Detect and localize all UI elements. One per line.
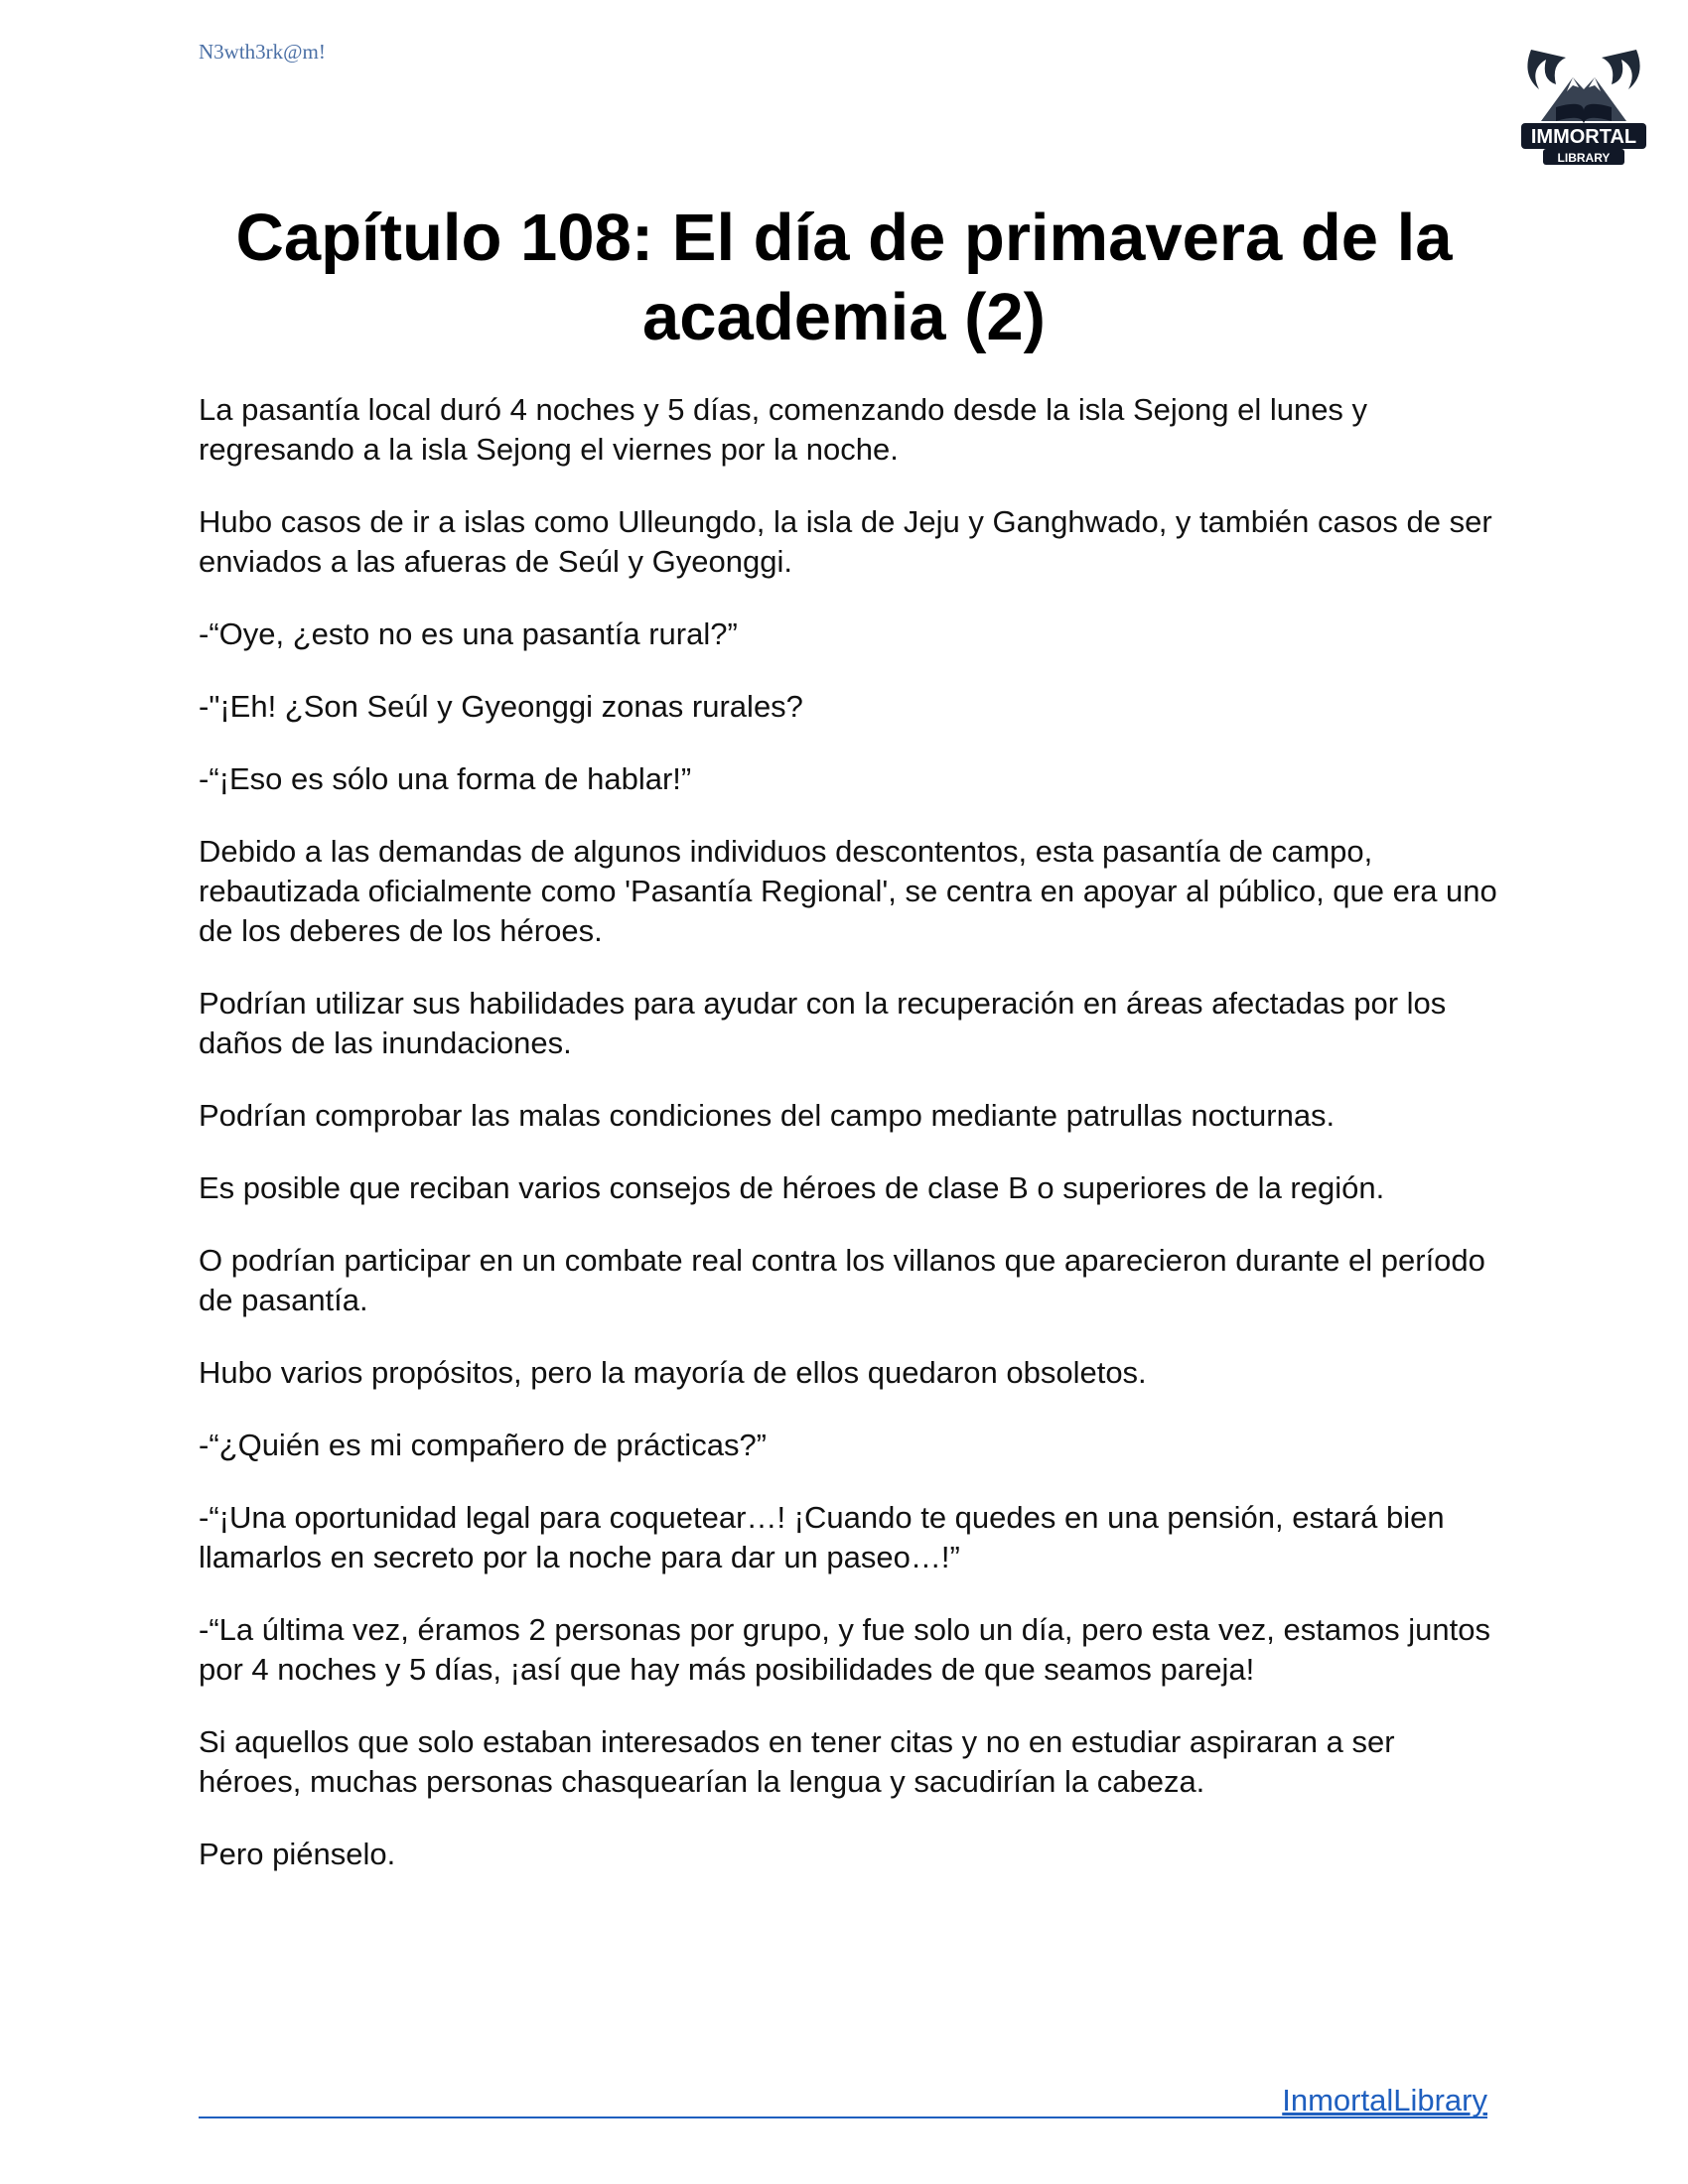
paragraph: Si aquellos que solo estaban interesados en tener citas y no en estudiar aspiraran a ser héroes, muchas personas chasquearían la lengua y sacudirían la cabeza. [199,1724,1395,1799]
footer-library-link[interactable]: InmortalLibrary [1282,2083,1487,2117]
paragraph: La pasantía local duró 4 noches y 5 días, comenzando desde la isla Sejong el lunes y regresando a la isla Sejong el viernes por la noche. [199,392,1368,467]
paragraph: Podrían utilizar sus habilidades para ayudar con la recuperación en áreas afectadas por los daños de las inundaciones. [199,986,1447,1060]
paragraph: O podrían participar en un combate real contra los villanos que aparecieron durante el período de pasantía. [199,1243,1485,1317]
paragraph: -“¿Quién es mi compañero de prácticas?” [199,1428,768,1462]
chapter-title: Capítulo 108: El día de primavera de la academia (2) [235,201,1453,354]
paragraph: Hubo casos de ir a islas como Ulleungdo, la isla de Jeju y Ganghwado, y también casos de ser enviados a las afueras de Seúl y Gyeonggi. [199,504,1492,579]
logo-line2: LIBRARY [1557,151,1611,165]
chapter-body [199,390,1499,1907]
paragraph: Hubo varios propósitos, pero la mayoría de ellos quedaron obsoletos. [199,1355,1147,1390]
header-watermark: N3wth3rk@m! [199,40,326,64]
paragraph: -“Oye, ¿esto no es una pasantía rural?” [199,616,738,651]
paragraph: -“¡Eso es sólo una forma de hablar!” [199,761,692,796]
paragraph: Es posible que reciban varios consejos de héroes de clase B o superiores de la región. [199,1170,1385,1205]
paragraph: Podrían comprobar las malas condiciones del campo mediante patrullas nocturnas. [199,1098,1336,1133]
paragraph: -"¡Eh! ¿Son Seúl y Gyeonggi zonas rurales? [199,689,803,724]
paragraph: Pero piénselo. [199,1837,396,1871]
immortal-library-logo-icon [1511,30,1656,169]
logo-line1: IMMORTAL [1530,126,1637,148]
paragraph: Debido a las demandas de algunos individuos descontentos, esta pasantía de campo, rebautizada oficialmente como 'Pasantía Regional', se centra en apoyar al público, que era uno de los deberes de los héroes. [199,834,1497,948]
paragraph: -“La última vez, éramos 2 personas por grupo, y fue solo un día, pero esta vez, estamos juntos por 4 noches y 5 días, ¡así que hay más posibilidades de que seamos pareja! [199,1612,1490,1687]
paragraph: -“¡Una oportunidad legal para coquetear…! ¡Cuando te quedes en una pensión, estará bien llamarlos en secreto por la noche para dar un paseo…!” [199,1500,1445,1574]
